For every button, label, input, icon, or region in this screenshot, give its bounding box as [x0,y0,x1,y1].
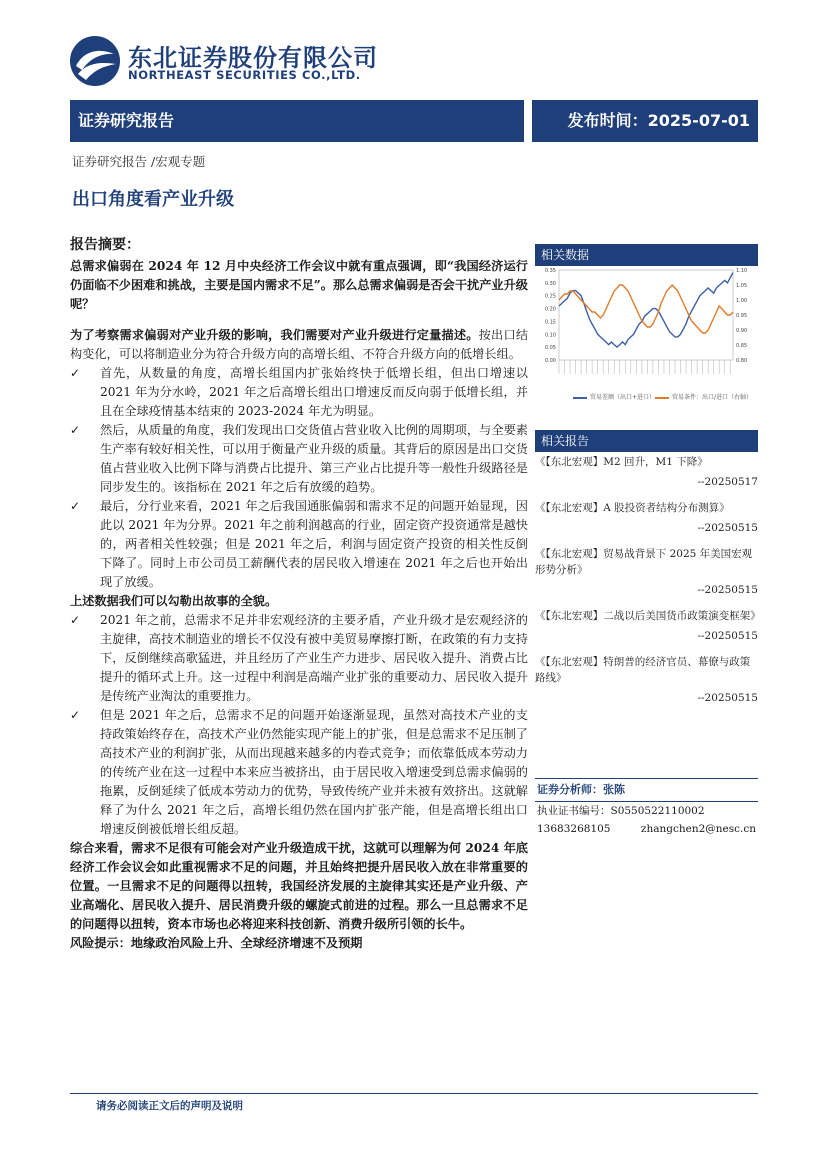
company-name-cn: 东北证券股份有限公司 [128,44,378,72]
report-title-link[interactable]: 《【东北宏观】M2 回升，M1 下降》 [535,456,708,468]
report-date: --20250515 [697,630,758,642]
right-axis-tick-label: 0.80 [736,358,748,364]
right-axis-tick-label: 1.00 [736,298,748,304]
summary-method-rest: 按出口结构变化，可以将制造业分为符合升级方向的高增长组、不符合升级方向的低增长组。 [70,328,529,361]
list-item: ✓ 首先，从数量的角度，高增长组国内扩张始终快于低增长组，但出口增速以 2021 年为分水岭，2021 年之后高增长组出口增速反而反向弱于低增长组，并且在全球疫情基本结束的 2023-2024 年尤为明显。 [70,364,528,421]
list-item[interactable] [535,608,761,644]
risk-warning: 风险提示：地缘政治风险上升、全球经济增速不及预期 [70,936,363,950]
related-reports-heading: 相关报告 [535,430,758,452]
summary-method [70,326,528,364]
legend-label: 贸易条件：出口/进口（右轴） [672,394,753,401]
right-axis-tick-label: 0.85 [736,343,748,349]
list-item[interactable] [535,654,758,706]
analyst-email[interactable]: zhangchen2@nesc.cn [640,823,756,835]
page-title: 出口角度看产业升级 [72,189,234,210]
summary-story: 上述数据我们可以勾勒出故事的全貌。 [70,594,278,608]
breadcrumb: 证券研究报告 /宏观专题 [72,154,206,169]
left-axis-tick-label: 0.00 [544,358,556,364]
summary-intro: 总需求偏弱在 2024 年 12 月中央经济工作会议中就有重点强调，即“我国经济运行仍面临不少困难和挑战，主要是国内需求不足”。那么总需求偏弱是否会干扰产业升级呢？ [70,259,528,311]
report-date: --20250515 [697,692,758,704]
list-item[interactable] [535,546,758,598]
related-data-chart [535,262,758,408]
analyst-license-row [535,802,758,820]
report-date: --20250517 [697,476,758,488]
footer-disclaimer: 请务必阅读正文后的声明及说明 [96,1100,243,1112]
related-reports-section [535,430,758,452]
report-title-link[interactable]: 《【东北宏观】A 股投资者结构分布测算》 [535,502,730,514]
report-title-link[interactable]: 《【东北宏观】贸易战背景下 2025 年美国宏观形势分析》 [535,548,753,576]
report-date: --20250515 [697,584,758,596]
right-axis-tick-label: 0.95 [736,313,748,319]
series-line-2 [559,285,733,333]
summary-heading: 报告摘要： [70,237,140,253]
company-name-en: NORTHEAST SECURITIES CO.,LTD. [128,68,361,82]
related-data-heading: 相关数据 [535,244,758,266]
left-axis-tick-label: 0.05 [544,345,556,352]
right-axis-tick-label: 0.90 [736,328,748,334]
right-axis-tick-label: 1.10 [736,268,748,274]
points-list-1 [70,364,528,592]
legend-swatch [655,397,669,399]
analyst-title: 证券分析师：张陈 [535,778,758,802]
related-reports-list [535,454,761,716]
left-axis-tick-label: 0.25 [544,293,556,300]
left-axis-tick-label: 0.10 [544,332,556,339]
report-summary [70,236,528,953]
logo-mark-icon [70,36,120,86]
legend-label: 贸易差额（出口+进口） [590,394,656,401]
left-axis-tick-label: 0.15 [544,319,556,326]
list-item: ✓ 最后，分行业来看，2021 年之后我国通胀偏弱和需求不足的问题开始显现，因此以 2021 年为分界。2021 年之前利润越高的行业，固定资产投资通常是越快的，两者相关性较强；但是 2021 年之后，利润与固定资产投资的相关性反倒下降了。同时上市公司员工薪酬代表的居民收入增速在 2021 年之后也开始出现了放缓。 [70,497,528,592]
series-line-1 [559,273,733,348]
report-title-link[interactable]: 《【东北宏观】二战以后美国货币政策演变框架》 [535,610,761,622]
analyst-license: 执业证书编号：S0550522110002 [537,805,705,817]
report-title-link[interactable]: 《【东北宏观】特朗普的经济官员、幕僚与政策路线》 [535,656,751,684]
analyst-phone: 13683268105 [537,823,611,835]
left-axis-tick-label: 0.20 [544,306,556,313]
list-item: ✓ 然后，从质量的角度，我们发现出口交货值占营业收入比例的周期项，与全要素生产率有较好相关性，可以用于衡量产业升级的质量。其背后的原因是出口交货值占营业收入比例下降与消费占比提升、第三产业占比提升等一般性升级路径是同步发生的。该指标在 2021 年之后有放缓的趋势。 [70,421,528,497]
report-type-banner: 证券研究报告 [70,100,524,142]
summary-conclusion: 综合来看，需求不足很有可能会对产业升级造成干扰，这就可以理解为何 2024 年底经济工作会议会如此重视需求不足的问题，并且始终把提升居民收入放在非常重要的位置。一旦需求不足的问题得以扭转，我国经济发展的主旋律其实还是产业升级、产业高端化、居民收入提升、居民消费升级的螺旋式前进的过程。那么一旦总需求不足的问题得以扭转，资本市场也必将迎来科技创新、消费升级所引领的长牛。 [70,841,528,931]
list-item[interactable] [535,454,758,490]
points-list-2 [70,611,528,839]
chart-legend [535,390,758,404]
analyst-info [535,778,758,838]
legend-item-series1 [573,392,655,401]
analyst-contact-row [535,820,758,838]
legend-item-series2 [655,392,752,401]
company-logo [70,36,378,86]
list-item[interactable] [535,500,758,536]
list-item: ✓ 2021 年之前，总需求不足并非宏观经济的主要矛盾，产业升级才是宏观经济的主旋律，高技术制造业的增长不仅没有被中美贸易摩擦打断，在政策的有力支持下，反倒继续高歌猛进，并且经历了产业生产力进步、居民收入提升、消费占比提升的循环式上升。这一过程中利润是高端产业扩张的重要动力、居民收入提升是传统产业淘汰的重要推力。 [70,611,528,706]
footer-divider [70,1093,758,1094]
report-date: --20250515 [697,522,758,534]
left-axis-tick-label: 0.30 [544,280,556,287]
publish-date-banner: 发布时间：2025-07-01 [532,100,758,142]
left-axis-tick-label: 0.35 [544,268,556,274]
line-chart [535,262,758,390]
summary-method-bold: 为了考察需求偏弱对产业升级的影响，我们需要对产业升级进行定量描述。 [70,328,479,342]
right-axis-tick-label: 1.05 [736,283,748,289]
list-item: ✓ 但是 2021 年之后，总需求不足的问题开始逐渐显现，虽然对高技术产业的支持政策始终存在，高技术产业仍然能实现产能上的扩张，但是总需求不足压制了高技术产业的利润扩张，从而出现越来越多的内卷式竞争；而依靠低成本劳动力的传统产业在这一过程中本来应当被挤出，由于居民收入增速受到总需求偏弱的拖累，反倒延续了低成本劳动力的优势，导致传统产业并未被有效挤出。这就解释了为什么 2021 年之后，高增长组仍然在国内扩张产能，但是高增长组出口增速反倒被低增长组反超。 [70,706,528,839]
legend-swatch [573,397,587,399]
